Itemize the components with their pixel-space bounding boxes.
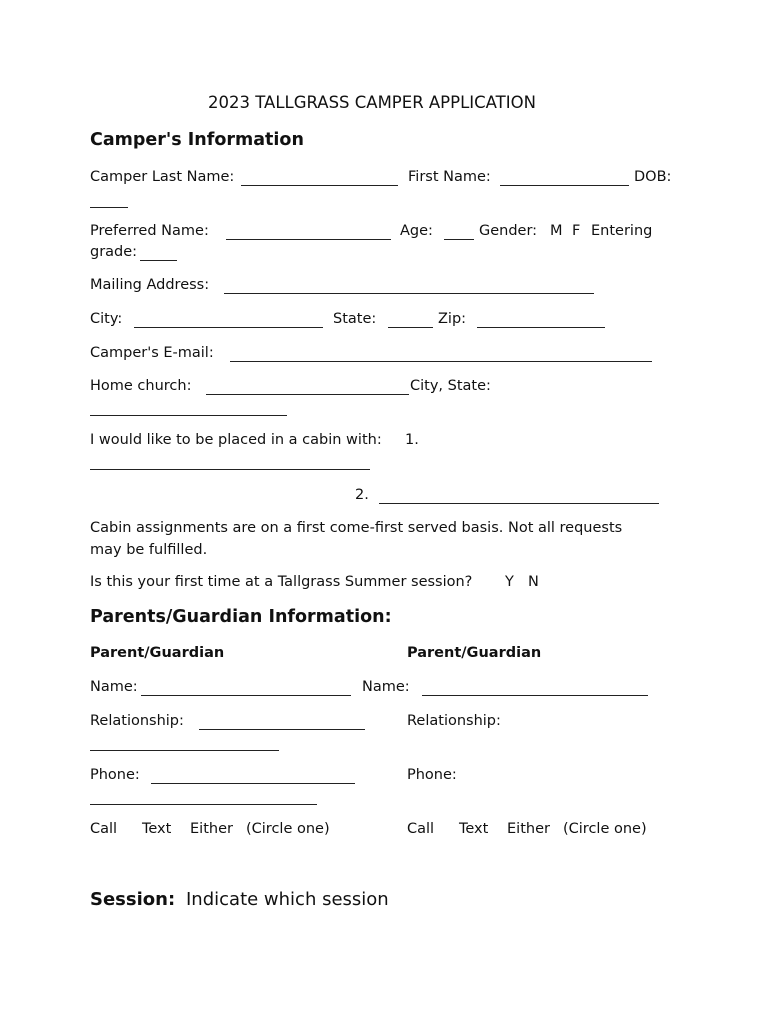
guardian-2-either-option[interactable]: Either xyxy=(507,821,550,837)
preferred-name-label: Preferred Name: xyxy=(90,223,209,239)
guardian-2-text-option[interactable]: Text xyxy=(459,821,489,837)
mailing-address-field[interactable] xyxy=(224,293,594,294)
home-church-label: Home church: xyxy=(90,378,192,394)
city-field[interactable] xyxy=(134,327,323,328)
grade-field[interactable] xyxy=(140,260,177,261)
guardian-1-relationship-field[interactable] xyxy=(199,729,365,730)
gender-option-m[interactable]: M xyxy=(550,223,563,239)
cabin-request-1-label: 1. xyxy=(405,432,419,448)
dob-field[interactable] xyxy=(90,207,128,208)
cabin-note-line-2: may be fulfilled. xyxy=(90,542,208,558)
state-label: State: xyxy=(333,311,377,327)
camper-last-name-field[interactable] xyxy=(241,185,398,186)
guardian-1-relationship-label: Relationship: xyxy=(90,713,184,729)
age-label: Age: xyxy=(400,223,433,239)
church-city-state-field[interactable] xyxy=(90,415,287,416)
first-time-no-option[interactable]: N xyxy=(528,574,539,590)
guardian-1-either-option[interactable]: Either xyxy=(190,821,233,837)
camper-email-label: Camper's E-mail: xyxy=(90,345,214,361)
guardian-1-phone-field-continued[interactable] xyxy=(90,804,317,805)
camper-email-field[interactable] xyxy=(230,361,652,362)
guardian-1-relationship-field-continued[interactable] xyxy=(90,750,279,751)
guardian-1-text-option[interactable]: Text xyxy=(142,821,172,837)
guardian-2-heading: Parent/Guardian xyxy=(407,645,542,661)
camper-last-name-label: Camper Last Name: xyxy=(90,169,235,185)
cabin-request-2-field[interactable] xyxy=(379,503,659,504)
first-time-yes-option[interactable]: Y xyxy=(505,574,514,590)
home-church-field[interactable] xyxy=(206,394,409,395)
guardian-2-name-field[interactable] xyxy=(422,695,648,696)
guardian-1-name-label: Name: xyxy=(90,679,138,695)
guardian-2-circle-one-note: (Circle one) xyxy=(563,821,647,837)
grade-label: grade: xyxy=(90,244,138,260)
session-heading: Session: xyxy=(90,889,176,910)
dob-label: DOB: xyxy=(634,169,672,185)
cabin-request-1-field[interactable] xyxy=(90,469,370,470)
first-time-question: Is this your first time at a Tallgrass Summer session? xyxy=(90,574,473,590)
guardian-2-relationship-label: Relationship: xyxy=(407,713,501,729)
preferred-name-field[interactable] xyxy=(226,239,391,240)
first-name-field[interactable] xyxy=(500,185,629,186)
guardian-1-phone-label: Phone: xyxy=(90,767,140,783)
age-field[interactable] xyxy=(444,239,474,240)
cabin-request-2-label: 2. xyxy=(355,487,369,503)
guardian-1-name-field[interactable] xyxy=(141,695,351,696)
zip-label: Zip: xyxy=(438,311,467,327)
cabin-note-line-1: Cabin assignments are on a first come-first served basis. Not all requests xyxy=(90,520,623,536)
entering-label: Entering xyxy=(591,223,653,239)
guardian-1-phone-field[interactable] xyxy=(151,783,355,784)
session-instruction: Indicate which session xyxy=(186,889,389,910)
church-city-state-label: City, State: xyxy=(410,378,491,394)
city-label: City: xyxy=(90,311,123,327)
document-title: 2023 TALLGRASS CAMPER APPLICATION xyxy=(208,93,536,112)
guardian-1-circle-one-note: (Circle one) xyxy=(246,821,330,837)
guardian-1-heading: Parent/Guardian xyxy=(90,645,225,661)
guardian-1-call-option[interactable]: Call xyxy=(90,821,118,837)
zip-field[interactable] xyxy=(477,327,605,328)
state-field[interactable] xyxy=(388,327,433,328)
guardian-2-phone-label: Phone: xyxy=(407,767,457,783)
mailing-address-label: Mailing Address: xyxy=(90,277,210,293)
gender-label: Gender: xyxy=(479,223,538,239)
guardian-2-call-option[interactable]: Call xyxy=(407,821,435,837)
campers-info-heading: Camper's Information xyxy=(90,130,304,150)
cabin-request-label: I would like to be placed in a cabin with: xyxy=(90,432,382,448)
guardian-2-name-label: Name: xyxy=(362,679,410,695)
first-name-label: First Name: xyxy=(408,169,491,185)
parents-info-heading: Parents/Guardian Information: xyxy=(90,607,392,627)
gender-option-f[interactable]: F xyxy=(572,223,581,239)
